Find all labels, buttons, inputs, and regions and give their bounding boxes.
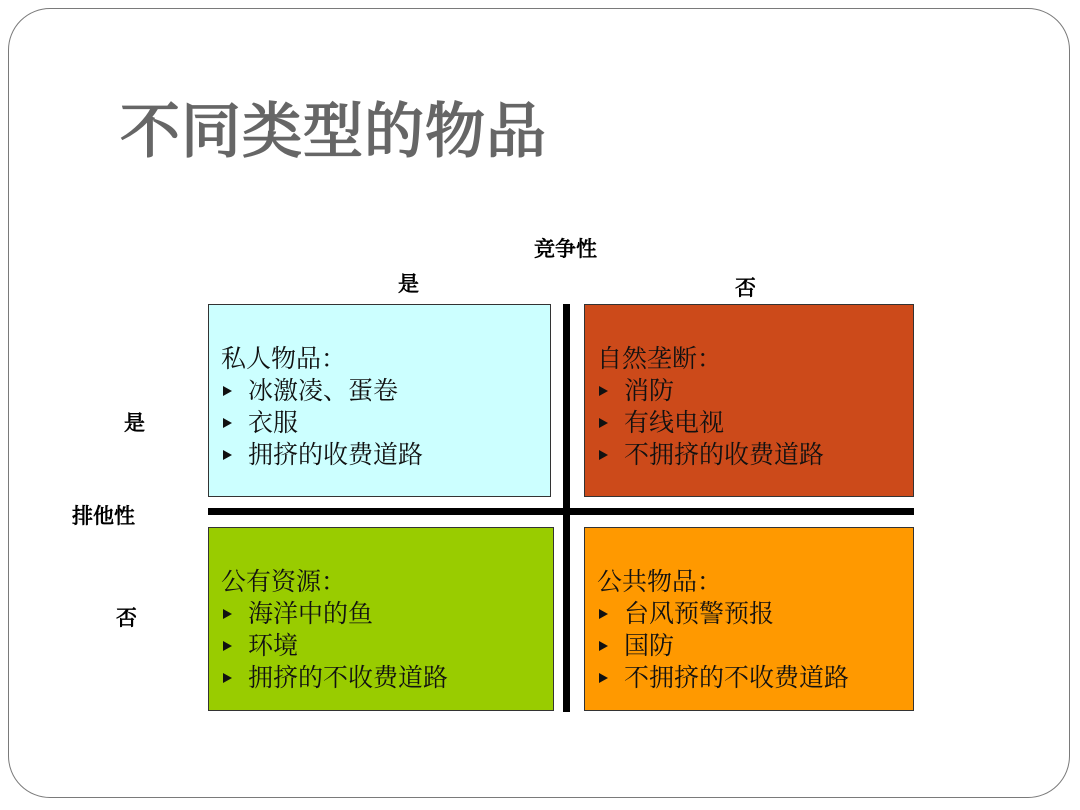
bullet-triangle-icon <box>599 673 608 683</box>
bullet-triangle-icon <box>223 386 232 396</box>
list-item: 海洋中的鱼 <box>221 598 553 630</box>
list-item: 冰激凌、蛋卷 <box>221 375 550 407</box>
list-item: 不拥挤的收费道路 <box>597 439 913 471</box>
quadrant-heading: 公有资源： <box>221 567 347 596</box>
quadrant-common-resources <box>208 527 554 711</box>
rivalry-yes-label: 是 <box>398 272 419 296</box>
bullet-triangle-icon <box>599 450 608 460</box>
excludability-yes-label: 是 <box>124 411 145 435</box>
list-item: 消防 <box>597 375 913 407</box>
bullet-triangle-icon <box>599 418 608 428</box>
quadrant-heading: 私人物品： <box>221 344 347 373</box>
quadrant-heading: 公共物品： <box>597 567 723 596</box>
rivalry-axis-label: 竞争性 <box>534 237 597 261</box>
bullet-triangle-icon <box>223 641 232 651</box>
item-list <box>597 375 913 471</box>
bullet-triangle-icon <box>599 386 608 396</box>
slide-title: 不同类型的物品 <box>120 97 547 167</box>
quadrant-natural-monopoly <box>584 304 914 497</box>
horizontal-divider <box>208 508 914 515</box>
list-item: 国防 <box>597 630 913 662</box>
excludability-no-label: 否 <box>116 606 137 630</box>
bullet-triangle-icon <box>599 641 608 651</box>
item-list <box>597 598 913 694</box>
bullet-triangle-icon <box>223 418 232 428</box>
quadrant-public-goods <box>584 527 914 711</box>
quadrant-heading: 自然垄断： <box>597 344 723 373</box>
list-item: 有线电视 <box>597 407 913 439</box>
bullet-triangle-icon <box>223 673 232 683</box>
excludability-axis-label: 排他性 <box>72 504 135 528</box>
rivalry-no-label: 否 <box>735 276 756 300</box>
list-item: 衣服 <box>221 407 550 439</box>
quadrant-private-goods <box>208 304 551 497</box>
list-item: 拥挤的收费道路 <box>221 439 550 471</box>
vertical-divider <box>563 304 570 712</box>
list-item: 不拥挤的不收费道路 <box>597 662 913 694</box>
item-list <box>221 598 553 694</box>
bullet-triangle-icon <box>223 609 232 619</box>
bullet-triangle-icon <box>599 609 608 619</box>
item-list <box>221 375 550 471</box>
list-item: 拥挤的不收费道路 <box>221 662 553 694</box>
list-item: 台风预警预报 <box>597 598 913 630</box>
list-item: 环境 <box>221 630 553 662</box>
bullet-triangle-icon <box>223 450 232 460</box>
